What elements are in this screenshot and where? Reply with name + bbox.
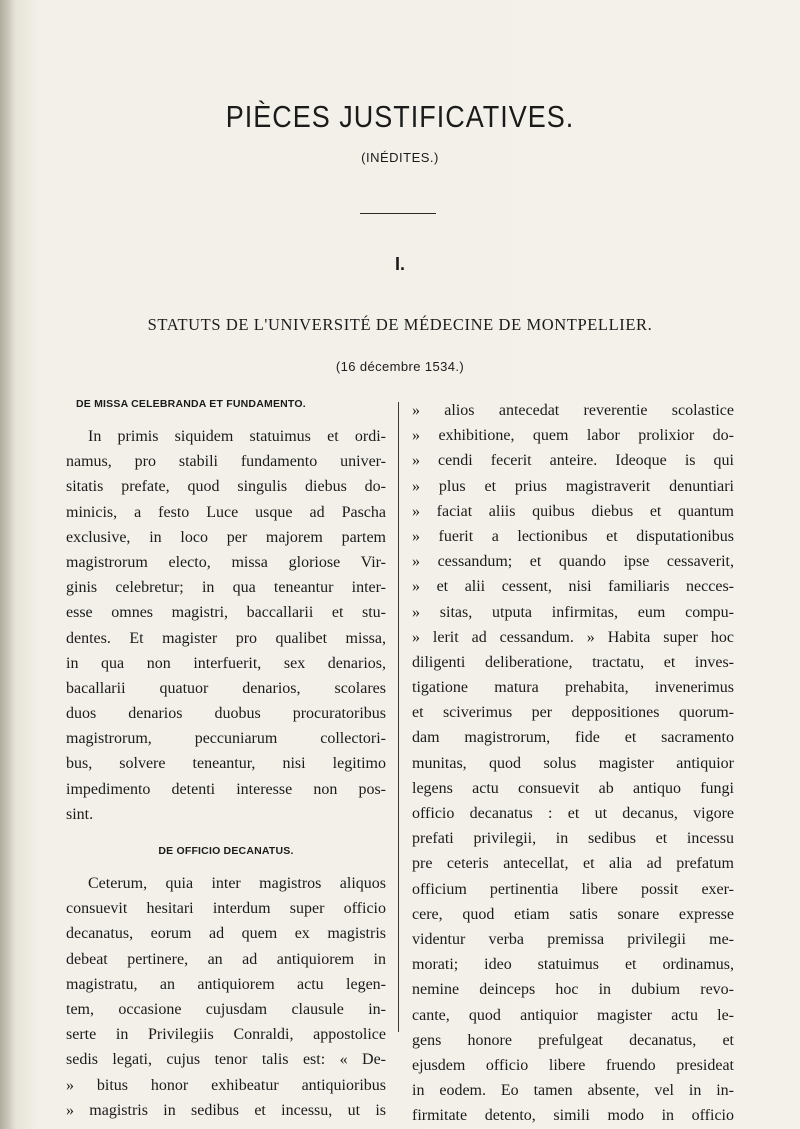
text-line: ginis celebretur; in qua teneantur inter- [66,579,386,597]
text-line: In primis siquidem statuimus et ordi- [88,428,386,445]
text-line: bacallarii quatuor denarios, scolares [66,679,386,697]
text-line: cante, quod antiquior magister actu le- [412,1006,734,1024]
text-line: minicis, a festo Luce usque ad Pascha [66,503,386,521]
text-line: morati; ideo statuimus et ordinamus, [412,956,734,974]
text-line: gens honore prefulgeat decanatus, et [412,1031,734,1049]
text-line: » bitus honor exhibeatur antiquioribus [66,1076,386,1094]
right-column-body [412,398,734,1128]
text-line: nemine deinceps hoc in dubium revo- [412,981,734,999]
text-line: esse omnes magistri, baccallarii et stu- [66,604,386,622]
binding-shadow [0,0,16,1129]
text-line: dentes. Et magister pro qualibet missa, [66,629,386,647]
text-line: serte in Privilegiis Conraldi, appostolice [66,1026,386,1044]
text-line: ejusdem officio libere fruendo presideat [412,1056,734,1074]
page-subtitle: (INÉDITES.) [361,150,439,165]
document-title: STATUTS DE L'UNIVERSITÉ DE MÉDECINE DE MONTPELLIER. [147,315,653,334]
text-line: et sciverimus per deppositiones quorum- [412,704,734,722]
document-date: (16 décembre 1534.) [335,359,465,374]
text-line: tigatione matura prehabita, invenerimus [412,679,734,697]
text-line: impedimento detenti interesse non pos- [66,780,386,798]
text-line: magistrorum, peccuniarum collectori- [66,730,386,748]
text-line: exclusive, in loco per majorem partem [66,528,386,546]
text-line: » lerit ad cessandum. » Habita super hoc [412,628,734,646]
text-line: » cessandum; et quando ipse cessaverit, [412,553,734,571]
text-line: cere, quod etiam satis sonare expresse [412,905,734,923]
text-line: legens actu consuevit ab antiquo fungi [412,779,734,797]
section-body-decanatus [66,871,386,1123]
text-line: » plus et prius magistraverit denuntiari [412,477,734,495]
right-column [412,398,734,1128]
text-line: » exhibitione, quem labor prolixior do- [412,427,734,445]
section-heading-missa: DE MISSA CELEBRANDA ET FUNDAMENTO. [76,398,306,410]
text-line: Ceterum, quia inter magistros aliquos [88,875,386,892]
text-line: tem, occasione cujusdam clausule in- [66,1000,386,1018]
text-line: » sitas, utputa infirmitas, eum compu- [412,603,734,621]
left-column [66,398,386,1123]
text-line: magistratu, an antiquiorem actu legen- [66,975,386,993]
text-line: » magistris in sedibus et incessu, ut is [66,1101,386,1119]
text-line: sedis legati, cujus tenor talis est: « De- [66,1051,386,1069]
section-body-missa [66,424,386,827]
text-line: » alios antecedat reverentie scolastice [412,402,734,419]
page-title: PIÈCES JUSTIFICATIVES. [225,100,575,134]
text-line: » fuerit a lectionibus et disputationibus [412,527,734,545]
text-line: magistrorum electo, missa gloriose Vir- [66,553,386,571]
text-line: dam magistrorum, fide et sacramento [412,729,734,747]
text-line: videntur verba premissa privilegii me- [412,930,734,948]
text-line: bus, solvere teneantur, nisi legitimo [66,755,386,773]
text-line: in eodem. Eo tamen absente, vel in in- [412,1082,734,1100]
text-line: » faciat aliis quibus diebus et quantum [412,502,734,520]
text-line: » cendi fecerit anteire. Ideoque is qui [412,452,734,470]
text-line: in qua non interfuerit, sex denarios, [66,654,386,672]
text-line: firmitate detento, simili modo in officio [412,1107,734,1125]
text-line: debeat pertinere, an ad antiquiorem in [66,950,386,968]
text-line: duos denarios duobus procuratoribus [66,705,386,723]
text-line: munitas, quod solus magister antiquior [412,754,734,772]
text-line: decanatus, eorum ad quem ex magistris [66,925,386,943]
text-line: diligenti deliberatione, tractatu, et inves- [412,653,734,671]
text-line: officio decanatus : et ut decanus, vigore [412,805,734,822]
document-numeral: I. [394,254,405,274]
text-line: prefati privilegii, in sedibus et incessu [412,830,734,848]
text-line: sitatis prefate, quod singulis diebus do- [66,478,386,496]
text-line: » et alii cessent, nisi familiaris necces- [412,578,734,596]
title-rule [360,213,436,214]
text-line: officium pertinentia libere possit exer- [412,880,734,898]
text-line: sint. [66,805,94,823]
text-line: pre ceteris antecellat, et alia ad prefatum [412,855,734,873]
section-heading-decanatus: DE OFFICIO DECANATUS. [158,845,294,857]
text-line: namus, pro stabili fundamento univer- [66,453,386,471]
text-line: consuevit hesitari interdum super officio [66,900,386,918]
column-divider [398,402,399,1032]
